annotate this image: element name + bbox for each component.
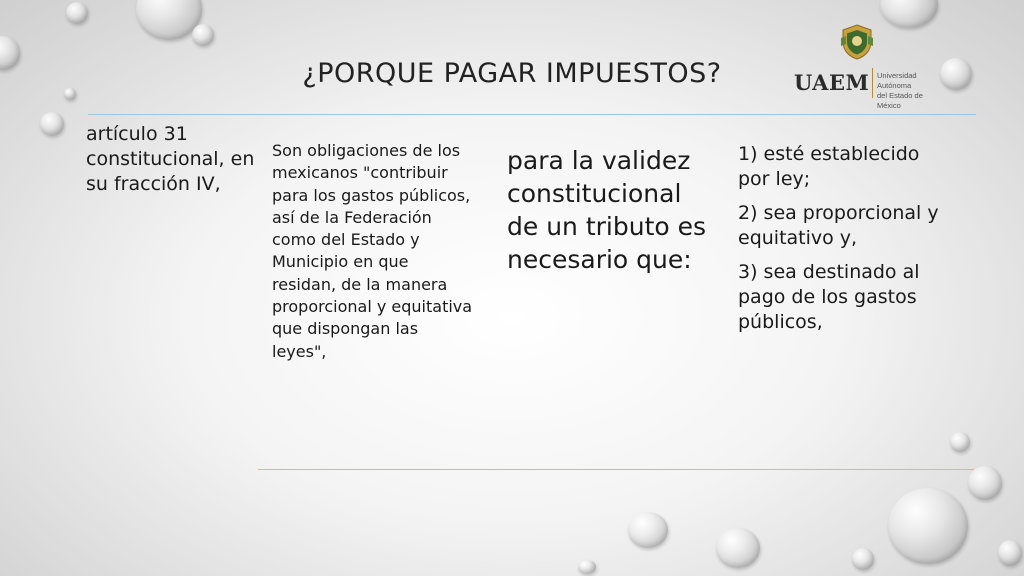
content-column-obligation: Son obligaciones de los mexicanos "contribuir para los gastos públicos, así de la Federación como del Estado y Municipio en que residan, de la manera proporcional y equitativa que dispongan las leyes", <box>272 141 473 361</box>
content-column-article: artículo 31 constitucional, en su fracción IV, <box>86 123 255 195</box>
water-drop-decoration <box>852 548 874 570</box>
water-drop-decoration <box>628 512 668 548</box>
water-drop-decoration <box>998 540 1022 566</box>
bottom-divider-rule <box>258 469 974 470</box>
university-crest-icon <box>840 24 874 60</box>
water-drop-decoration <box>66 2 88 24</box>
requirement-item: 2) sea proporcional y equitativo y, <box>738 202 939 249</box>
top-divider-rule <box>88 114 976 115</box>
logo-divider <box>872 68 873 98</box>
requirements-list <box>738 142 953 344</box>
water-drop-decoration <box>40 112 64 136</box>
logo-wordmark: UAEM <box>794 70 870 95</box>
water-drop-decoration <box>968 466 1002 500</box>
logo-subtitle-line: Universidad Autónoma <box>877 71 917 90</box>
logo-subtitle <box>877 71 947 111</box>
requirement-item: 3) sea destinado al pago de los gastos públicos, <box>738 261 920 333</box>
water-drop-decoration <box>192 24 214 46</box>
water-drop-decoration <box>716 528 760 568</box>
content-column-validity: para la validez constitucional de un tributo es necesario que: <box>507 146 707 274</box>
uaem-logo <box>792 20 942 110</box>
water-drop-decoration <box>64 88 76 100</box>
water-drop-decoration <box>888 488 968 564</box>
water-drop-decoration <box>578 560 596 574</box>
logo-subtitle-line: del Estado de México <box>877 91 923 110</box>
water-drop-decoration <box>950 432 970 452</box>
requirement-item: 1) esté establecido por ley; <box>738 143 920 190</box>
page-title: ¿PORQUE PAGAR IMPUESTOS? <box>302 58 722 89</box>
